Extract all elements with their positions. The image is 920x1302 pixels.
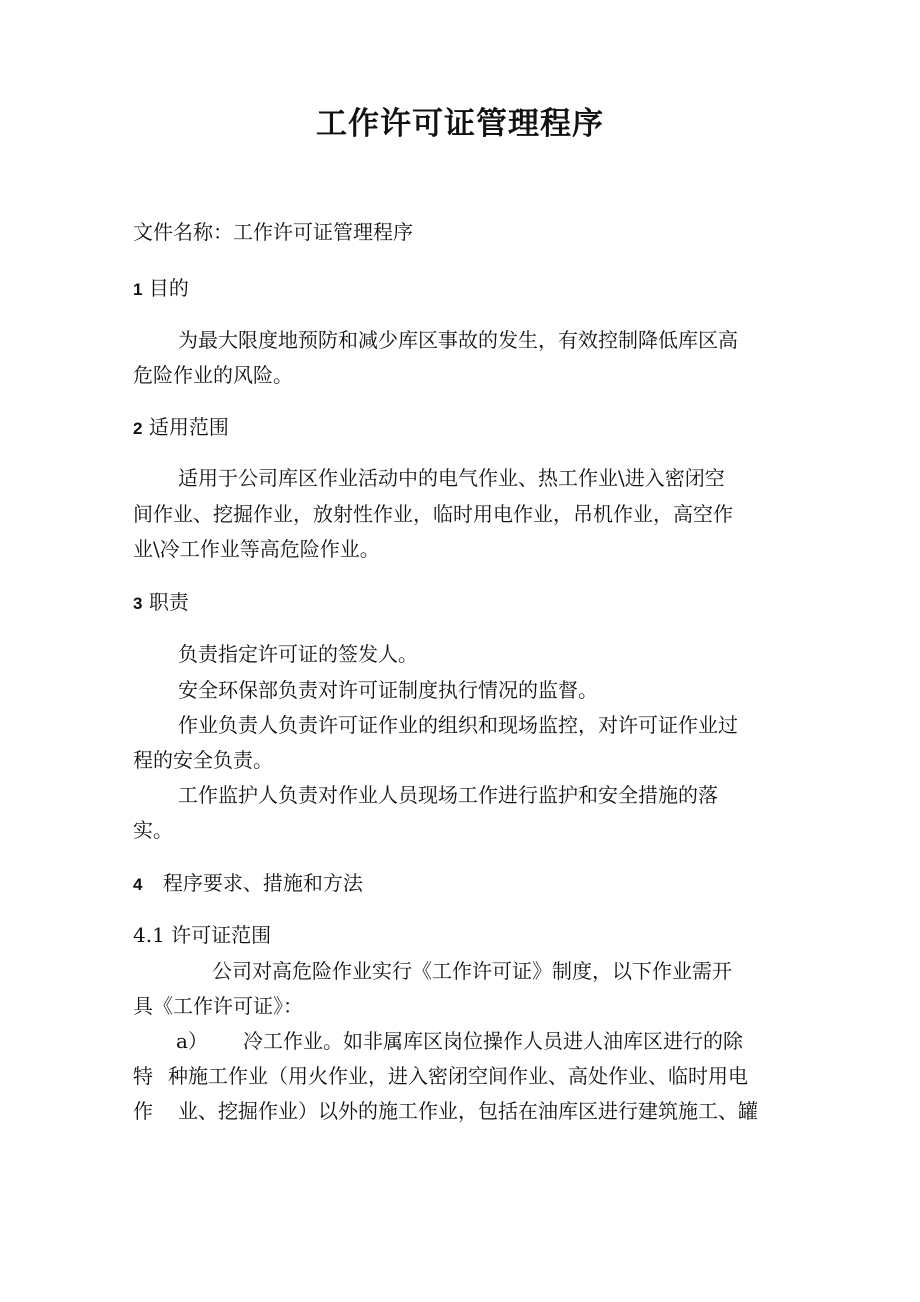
section-2-heading <box>133 414 229 442</box>
list-item-text: 冷工作业。如非属库区岗位操作人员进人油库区进行的除 <box>243 1029 743 1053</box>
section-label: 适用范围 <box>148 415 229 439</box>
paragraph-line: 间作业、挖掘作业，放射性作业，临时用电作业，吊机作业，高空作 <box>133 502 733 526</box>
section-label: 目的 <box>148 276 189 300</box>
section-3-heading <box>133 589 189 617</box>
paragraph-line: 适用于公司库区作业活动中的电气作业、热工作业\进入密闭空 <box>178 466 725 490</box>
paragraph-line: 作业负责人负责许可证作业的组织和现场监控，对许可证作业过 <box>178 713 738 737</box>
paragraph-line: 业\冷工作业等高危险作业。 <box>133 537 380 561</box>
list-item-line-lead: 特 <box>133 1064 153 1088</box>
paragraph-line: 具《工作许可证》： <box>133 994 303 1018</box>
file-name-line: 文件名称：工作许可证管理程序 <box>133 220 413 244</box>
subsection-4-1-heading: 4.1 许可证范围 <box>133 923 272 947</box>
paragraph-line: 安全环保部负责对许可证制度执行情况的监督。 <box>178 678 598 702</box>
paragraph-line: 工作监护人负责对作业人员现场工作进行监护和安全措施的落 <box>178 783 718 807</box>
section-4-heading <box>133 870 363 898</box>
list-item-line: 业、挖掘作业）以外的施工作业，包括在油库区进行建筑施工、罐 <box>178 1099 758 1123</box>
paragraph-line: 公司对高危险作业实行《工作许可证》制度，以下作业需开 <box>212 959 732 983</box>
paragraph-line: 为最大限度地预防和减少库区事故的发生，有效控制降低库区高 <box>178 328 738 352</box>
section-label: 程序要求、措施和方法 <box>162 871 363 895</box>
document-title: 工作许可证管理程序 <box>316 106 604 142</box>
list-item-marker: a） <box>176 1029 208 1053</box>
paragraph-line: 危险作业的风险。 <box>133 363 293 387</box>
list-item-line: 种施工作业（用火作业，进入密闭空间作业、高处作业、临时用电 <box>168 1064 748 1088</box>
paragraph-line: 程的安全负责。 <box>133 748 273 772</box>
list-item-line-lead: 作 <box>133 1099 153 1123</box>
section-1-heading <box>133 275 189 303</box>
section-number: 3 <box>133 594 143 613</box>
section-number: 1 <box>133 280 143 299</box>
section-number: 4 <box>133 875 143 894</box>
section-label: 职责 <box>148 590 189 614</box>
section-number: 2 <box>133 419 143 438</box>
paragraph-line: 负责指定许可证的签发人。 <box>178 642 418 666</box>
paragraph-line: 实。 <box>133 818 173 842</box>
